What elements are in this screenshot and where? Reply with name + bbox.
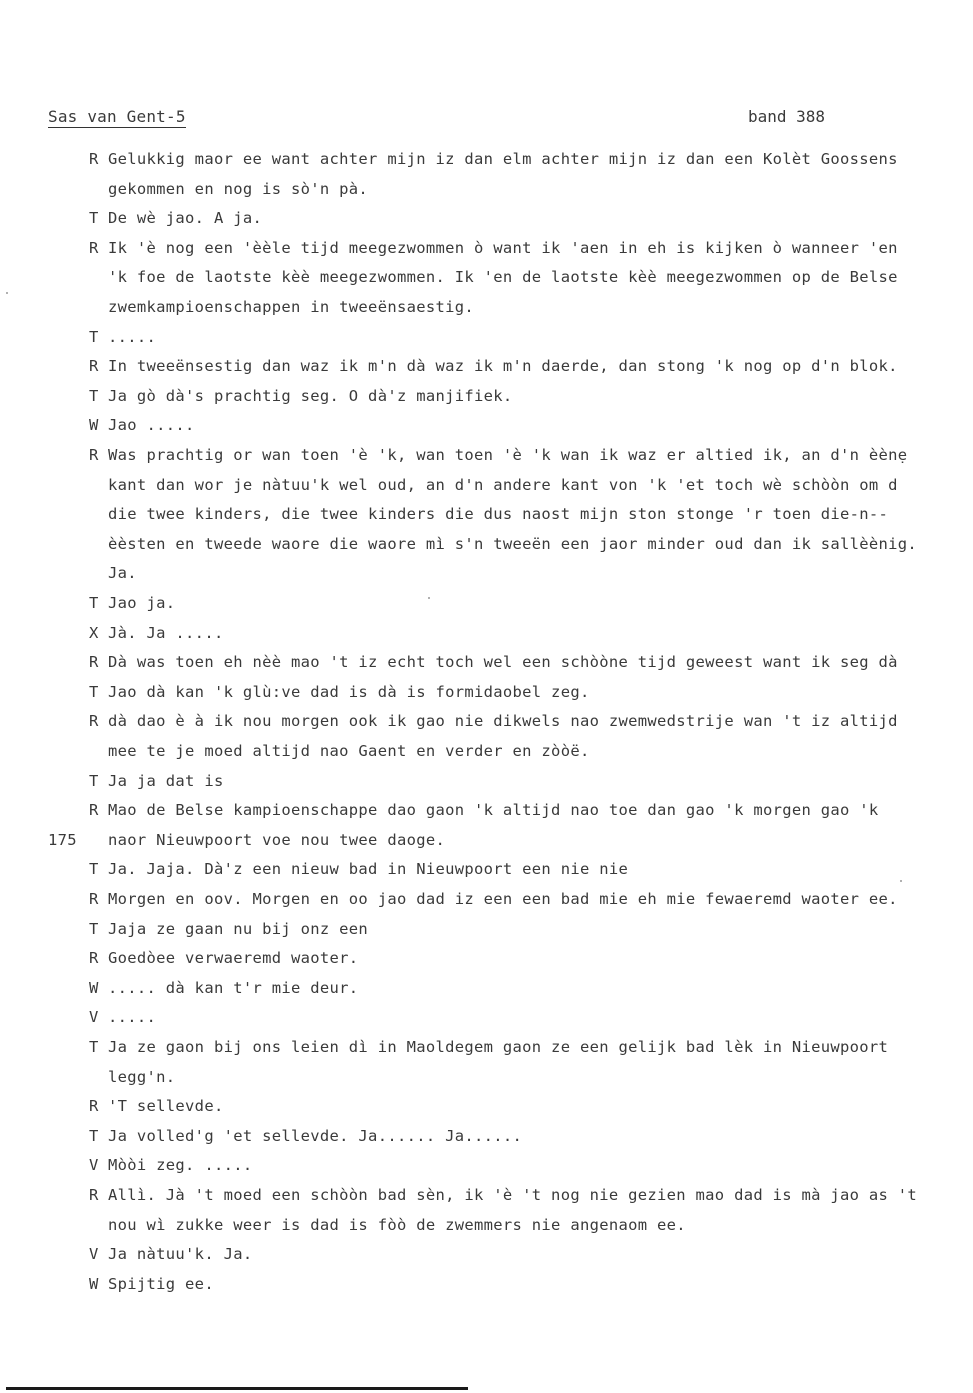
- utterance-text: naor Nieuwpoort voe nou twee daoge.: [108, 830, 446, 849]
- utterance-text: ..... dà kan t'r mie deur.: [108, 978, 359, 997]
- speaker-label: T: [89, 919, 99, 938]
- speaker-label: R: [89, 446, 99, 464]
- utterance-text: Ja volled'g 'et sellevde. Ja...... Ja......: [108, 1126, 523, 1145]
- utterance-text: kant dan wor je nàtuu'k wel oud, an d'n andere kant von 'k 'et toch wè schòòn om d: [108, 475, 898, 494]
- utterance-text: nou wì zukke weer is dad is fòò de zwemmers nie angenaom ee.: [108, 1215, 686, 1234]
- transcript-line: [0, 1002, 973, 1032]
- speaker-label: R: [89, 890, 99, 908]
- speaker-label: T: [89, 771, 99, 790]
- transcript-line: [0, 677, 973, 707]
- speaker-label: T: [89, 1038, 99, 1056]
- utterance-text: Ja.: [108, 564, 137, 583]
- utterance-text: Jao .....: [108, 416, 195, 435]
- utterance-text: .....: [108, 1008, 157, 1027]
- utterance-text: Gelukkig maor ee want achter mijn iz dan elm achter mijn iz dan een Kolèt Goossens: [108, 150, 898, 168]
- transcript-line: [0, 736, 973, 766]
- utterance-text: 'T sellevde.: [108, 1097, 224, 1116]
- utterance-text: Was prachtig or wan toen 'è 'k, wan toen 'è 'k wan ik waz er altied ik, an d'n èènẹ: [108, 446, 908, 464]
- utterance-text: Mao de Belse kampioenschappe dao gaon 'k altijd nao toe dan gao 'k morgen gao 'k: [108, 801, 879, 820]
- utterance-text: Ja. Jaja. Dà'z een nieuw bad in Nieuwpoort een nie nie: [108, 860, 629, 879]
- scan-speck: [428, 597, 430, 599]
- utterance-text: Jà. Ja .....: [108, 623, 224, 642]
- speaker-label: T: [89, 386, 99, 405]
- utterance-text: Mòòi zeg. .....: [108, 1156, 253, 1175]
- utterance-text: In tweeënsestig dan waz ik m'n dà waz ik m'n daerde, dan stong 'k nog op d'n blok.: [108, 357, 898, 376]
- utterance-text: Goedòee verwaeremd waoter.: [108, 949, 359, 968]
- utterance-text: zwemkampioenschappen in tweeënsaestig.: [108, 298, 475, 316]
- speaker-label: X: [89, 623, 99, 642]
- speaker-label: T: [89, 209, 99, 228]
- transcript-line: [0, 1180, 973, 1210]
- transcript-line: [0, 1269, 973, 1299]
- transcript-line: [0, 618, 973, 648]
- speaker-label: T: [89, 327, 99, 346]
- transcript-line: [0, 825, 973, 855]
- speaker-label: R: [89, 801, 99, 820]
- transcript-line: [0, 410, 973, 440]
- transcript-line: [0, 1121, 973, 1151]
- utterance-text: legg'n.: [108, 1067, 176, 1086]
- transcript-line: [0, 1091, 973, 1121]
- transcript-line: [0, 174, 973, 204]
- speaker-label: W: [89, 416, 99, 435]
- speaker-label: T: [89, 860, 99, 879]
- bottom-rule: [6, 1387, 468, 1390]
- utterance-text: Ja gò dà's prachtig seg. O dà'z manjifiek.: [108, 386, 513, 405]
- scan-speck: [900, 880, 902, 882]
- document-title: Sas van Gent-5: [48, 107, 186, 126]
- speaker-label: T: [89, 682, 99, 701]
- transcript-line: [0, 529, 973, 559]
- transcript-line: [0, 262, 973, 292]
- utterance-text: Ja ze gaon bij ons leien dì in Maoldegem gaon ze een gelijk bad lèk in Nieuwpoort: [108, 1038, 889, 1056]
- speaker-label: W: [89, 978, 99, 997]
- utterance-text: die twee kinders, die twee kinders die dus naost mijn ston stonge 'r toen die-n--: [108, 505, 889, 524]
- utterance-text: èèsten en tweede waore die waore mì s'n tweeën een jaor minder oud dan ik sallèènig.: [108, 534, 918, 553]
- transcript-line: [0, 647, 973, 677]
- utterance-text: mee te je moed altijd nao Gaent en verder en zòòë.: [108, 742, 590, 760]
- speaker-label: T: [89, 1126, 99, 1145]
- transcript-line: [0, 914, 973, 944]
- utterance-text: Spijtig ee.: [108, 1274, 214, 1293]
- transcript-line: [0, 766, 973, 796]
- transcript-line: [0, 706, 973, 736]
- transcript-line: [0, 795, 973, 825]
- transcript-line: [0, 1032, 973, 1062]
- transcript-line: [0, 233, 973, 263]
- utterance-text: 'k foe de laotste kèè meegezwommen. Ik 'en de laotste kèè meegezwommen op de Belse: [108, 268, 898, 287]
- speaker-label: V: [89, 1156, 99, 1175]
- speaker-label: W: [89, 1274, 99, 1293]
- transcript-line: [0, 1150, 973, 1180]
- utterance-text: Ja nàtuu'k. Ja.: [108, 1245, 253, 1264]
- speaker-label: T: [89, 594, 99, 612]
- line-number: 175: [48, 830, 77, 849]
- utterance-text: De wè jao. A ja.: [108, 209, 263, 228]
- transcript-line: [0, 499, 973, 529]
- speaker-label: R: [89, 1097, 99, 1116]
- scan-speck: [6, 292, 8, 294]
- speaker-label: R: [89, 1186, 99, 1204]
- transcript-line: [0, 322, 973, 352]
- speaker-label: R: [89, 238, 99, 257]
- utterance-text: Ja ja dat is: [108, 771, 224, 790]
- speaker-label: R: [89, 712, 99, 731]
- utterance-text: Jao ja.: [108, 594, 176, 612]
- speaker-label: R: [89, 949, 99, 968]
- transcript-line: [0, 884, 973, 914]
- speaker-label: V: [89, 1245, 99, 1264]
- transcript-line: [0, 203, 973, 233]
- transcript-line: [0, 588, 973, 618]
- transcript-line: [0, 470, 973, 500]
- speaker-label: R: [89, 150, 99, 168]
- speaker-label: V: [89, 1008, 99, 1027]
- transcript-line: [0, 381, 973, 411]
- transcript-line: [0, 1239, 973, 1269]
- transcript-line: [0, 854, 973, 884]
- utterance-text: Allì. Jà 't moed een schòòn bad sèn, ik 'è 't nog nie gezien mao dad is mà jao as 't: [108, 1186, 918, 1204]
- transcript-line: [0, 351, 973, 381]
- utterance-text: .....: [108, 327, 157, 346]
- transcript-line: [0, 558, 973, 588]
- utterance-text: Dà was toen eh nèè mao 't iz echt toch wel een schòòne tijd geweest want ik seg dà: [108, 653, 898, 672]
- transcript-line: [0, 973, 973, 1003]
- transcript-line: [0, 1210, 973, 1240]
- transcript-line: [0, 292, 973, 322]
- speaker-label: R: [89, 357, 99, 376]
- band-number: band 388: [748, 107, 826, 126]
- utterance-text: Ik 'è nog een 'èèle tijd meegezwommen ò want ik 'aen in eh is kijken ò wanneer 'en: [108, 238, 898, 257]
- transcript-line: [0, 440, 973, 470]
- utterance-text: Jaja ze gaan nu bij onz een: [108, 919, 369, 938]
- transcript-line: [0, 144, 973, 174]
- transcript-line: [0, 1062, 973, 1092]
- speaker-label: R: [89, 653, 99, 672]
- transcript-line: [0, 943, 973, 973]
- utterance-text: gekommen en nog is sò'n pà.: [108, 179, 369, 198]
- utterance-text: dà dao è à ik nou morgen ook ik gao nie dikwels nao zwemwedstrije wan 't iz altijd: [108, 712, 898, 731]
- utterance-text: Morgen en oov. Morgen en oo jao dad iz een een bad mie eh mie fewaeremd waoter ee.: [108, 890, 898, 908]
- utterance-text: Jao dà kan 'k glù:ve dad is dà is formidaobel zeg.: [108, 682, 590, 701]
